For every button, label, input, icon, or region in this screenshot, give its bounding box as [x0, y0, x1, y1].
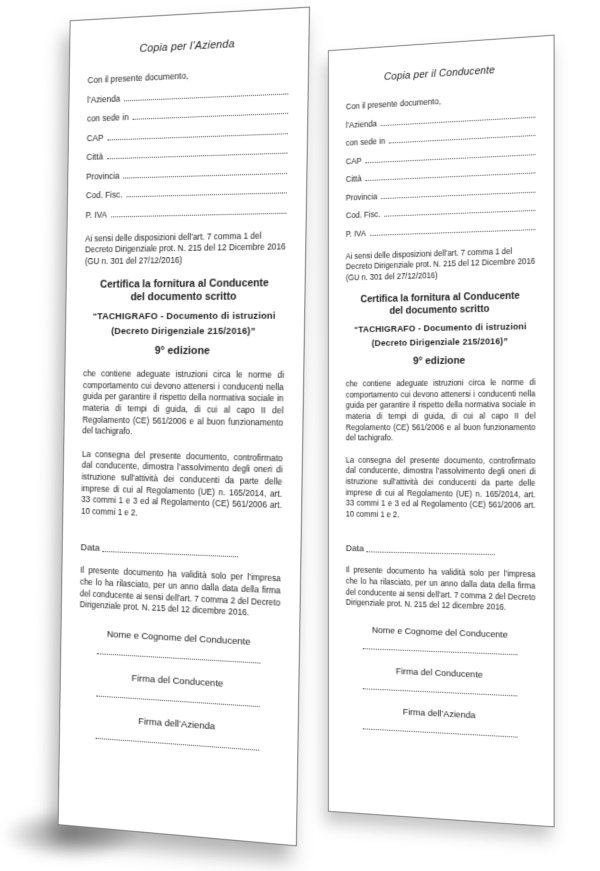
company-signature-label: Firma dell’Azienda: [138, 715, 216, 733]
field-label-piva: P. IVA: [345, 228, 366, 239]
driver-name-signature-line: [96, 653, 260, 663]
copy-title: Copia per il Conducente: [384, 64, 495, 83]
field-label-cod-fisc: Cod. Fisc.: [345, 209, 381, 221]
driver-name-label: Nome e Cognome del Conducente: [106, 628, 251, 648]
edition-heading: 9° edizione: [154, 345, 210, 358]
cert-heading-line2: del documento scritto: [389, 304, 490, 317]
field-label-provincia: Provincia: [345, 191, 378, 202]
cert-heading-line1: Certifica la fornitura al Conducente: [99, 278, 269, 291]
instructions-paragraph: che contiene adeguate istruzioni circa le norme di comportamento cui devono attenersi i conducenti nella guida per garantire il rispetto della normativa sociale in materia di tempi di guida, di cui al capo II del Regolamento (CE) 561/2006 e al buon funzionamento del tachigrafo.: [345, 377, 536, 443]
date-row: [80, 543, 281, 562]
company-signature-line: [95, 738, 259, 751]
doc-name-line1: “TACHIGRAFO - Documento di istruzioni: [92, 310, 276, 322]
instructions-paragraph: che contiene adeguate istruzioni circa le norme di comportamento cui devono attenersi i conducenti nella guida per garantire il rispetto della normativa sociale in materia di tempi di guida, di cui al capo II del Regolamento (CE) 561/2006 e al buon funzionamento del tachigrafo.: [82, 368, 285, 437]
intro-line: Con il presente documento,: [87, 70, 189, 86]
field-label-sede: con sede in: [345, 136, 386, 148]
dotted-fill-line: [370, 229, 536, 236]
intro-line: Con il presente documento,: [345, 96, 441, 112]
dotted-fill-line: [111, 212, 287, 217]
edition-heading: 9° edizione: [413, 355, 466, 368]
cert-heading-line1: Certifica la fornitura al Conducente: [360, 291, 520, 306]
doc-name-line2: (Decreto Dirigenziale 215/2016)”: [111, 326, 256, 337]
field-label-piva: P. IVA: [85, 209, 108, 220]
doc-name-line2: (Decreto Dirigenziale 215/2016)”: [371, 336, 508, 349]
validity-paragraph: Il presente documento ha validità solo per l’impresa che lo ha rilasciato, per un anno dalla data della firma del conducente ai sensi dell’art. 7 comma 2 del Decreto Dirigenziale prot. N. 215 del 12 dicembre 2016.: [79, 565, 281, 618]
sheet-copy-conducente: [328, 35, 555, 828]
field-label-citta: Città: [86, 151, 104, 162]
legal-ref-paragraph: Ai sensi delle disposizioni dell’art. 7 comma 1 del Decreto Dirigenziale prot. N. 215 del 12 Dicembre 2016 (GU n. 301 del 27/12/2016): [84, 230, 286, 266]
delivery-paragraph: La consegna del presente documento, controfirmato dal conducente, dimostra l’assolvimento degli oneri di istruzione sull’attività dei conducenti da parte delle imprese di cui al Regolamento (UE) n. 165/2014, art. 33 commi 1 e 3 ed al Regolamento (CE) 561/2006 art. 10 commi 1 e 2.: [345, 455, 536, 520]
date-label: Data: [345, 543, 364, 555]
driver-signature-label: Firma del Conducente: [395, 666, 483, 681]
field-label-cap: CAP: [345, 155, 362, 166]
cert-heading-line2: del documento scritto: [130, 291, 237, 304]
driver-name-signature-line: [362, 648, 518, 655]
sheet-copy-azienda: [58, 7, 310, 847]
date-dotted-line: [367, 552, 496, 556]
date-dotted-line: [102, 551, 238, 557]
delivery-paragraph: La consegna del presente documento, controfirmato dal conducente, dimostra l’assolvimento degli oneri di istruzione sull’attività dei conducenti da parte delle imprese di cui al Regolamento (UE) n. 165/2014, art. 33 commi 1 e 3 ed al Regolamento (CE) 561/2006 art. 10 commi 1 e 2.: [81, 448, 283, 518]
date-label: Data: [80, 542, 100, 555]
driver-signature-label: Firma del Conducente: [131, 672, 224, 690]
validity-paragraph: Il presente documento ha validità solo per l’impresa che lo ha rilasciato, per un anno dalla data della firma del conducente ai sensi dell’art. 7 comma 2 del Decreto Dirigenziale prot. N. 215 del 12 dicembre 2016.: [345, 565, 536, 612]
field-label-cod-fisc: Cod. Fisc.: [85, 189, 123, 201]
driver-name-label: Nome e Cognome del Conducente: [371, 625, 508, 641]
driver-signature-line: [96, 695, 260, 707]
date-row: [346, 544, 536, 558]
field-label-azienda: l’Azienda: [87, 93, 121, 105]
copy-title: Copia per l’Azienda: [139, 38, 235, 56]
company-signature-label: Firma dell’Azienda: [402, 706, 476, 721]
company-signature-line: [362, 728, 518, 737]
field-label-provincia: Provincia: [86, 170, 120, 182]
field-label-citta: Città: [345, 173, 362, 184]
field-label-sede: con sede in: [86, 112, 129, 124]
driver-signature-line: [362, 688, 518, 696]
legal-ref-paragraph: Ai sensi delle disposizioni dell’art. 7 comma 1 del Decreto Dirigenziale prot. N. 215 del 12 Dicembre 2016 (GU n. 301 del 27/12/2016): [345, 245, 536, 283]
doc-name-line1: “TACHIGRAFO - Documento di istruzioni: [353, 321, 527, 335]
field-label-azienda: l’Azienda: [345, 118, 377, 130]
field-label-cap: CAP: [86, 132, 104, 143]
